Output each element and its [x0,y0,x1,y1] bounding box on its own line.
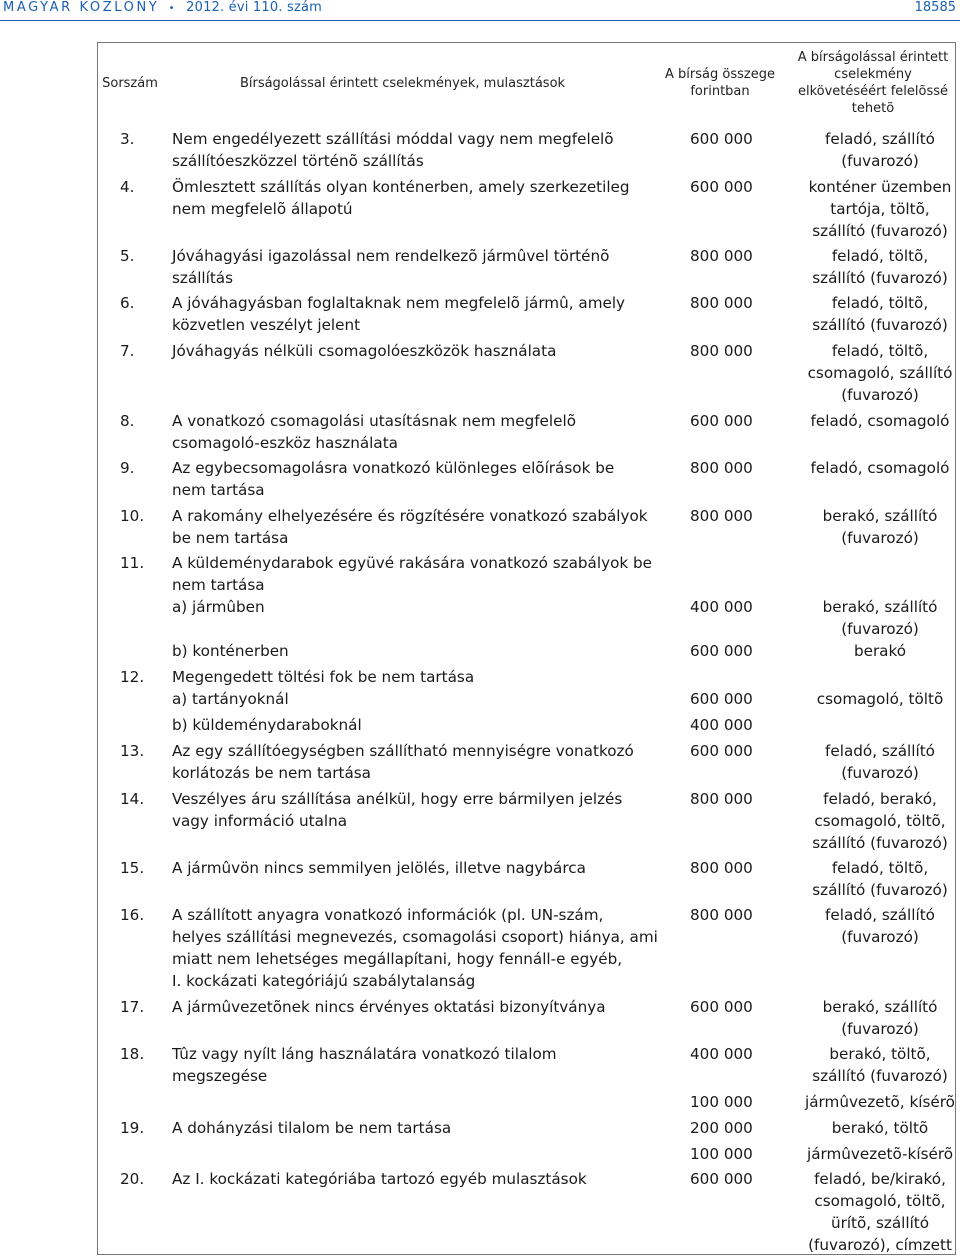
desc-line: helyes szállítási megnevezés, csomagolási csoport) hiánya, ami [172,928,658,946]
desc-line: Jóváhagyási igazolással nem rendelkezõ jármûvel történõ [172,247,610,265]
row-description [172,666,474,688]
fine-amount: 800 000 [690,342,753,360]
desc-line: Az egy szállítóegységben szállítható mennyiségre vonatkozó [172,742,634,760]
resp-line: szállító (fuvarozó) [812,316,948,334]
desc-line: Megengedett töltési fok be nem tartása [172,668,475,686]
responsible-party [805,688,955,710]
fine-amount: 200 000 [690,1119,753,1137]
fine-amount: 400 000 [690,716,753,734]
fine-amount: 600 000 [690,998,753,1016]
responsible-party [805,996,955,1040]
responsible-party [805,740,955,784]
resp-line: feladó, töltõ, [831,294,929,312]
responsible-party [805,857,955,901]
resp-line: feladó, töltõ, [831,859,929,877]
col-head-desc: Bírságolással érintett cselekmények, mulasztások [239,76,566,91]
resp-line: (fuvarozó) [841,529,919,547]
responsible-party [805,640,955,662]
row-description [172,245,609,289]
resp-line: berakó, szállító [822,598,938,616]
responsible-party [805,176,955,242]
row-description [172,788,622,832]
resp-line: szállító (fuvarozó) [812,881,948,899]
desc-line: A jármûvön nincs semmilyen jelölés, illetve nagybárca [172,859,586,877]
resp-line: feladó, berakó, [823,790,937,808]
desc-line: csomagoló-eszköz használata [172,434,398,452]
desc-line: A küldeménydarabok együvé rakására vonatkozó szabályok be [172,554,652,572]
row-description [172,505,648,549]
row-description [172,292,625,336]
fine-amount: 600 000 [690,642,753,660]
row-description [172,1117,451,1139]
desc-line: Az egybecsomagolásra vonatkozó különleges elõírások be [172,459,615,477]
resp-line: feladó, csomagoló [810,412,950,430]
resp-line: (fuvarozó) [841,1020,919,1038]
resp-line: feladó, töltõ, [831,342,929,360]
fine-amount: 600 000 [690,1170,753,1188]
desc-line: nem megfelelõ állapotú [172,200,353,218]
responsible-party [805,788,955,854]
row-number: 4. [120,178,135,196]
row-number: 7. [120,342,135,360]
desc-line: be nem tartása [172,529,289,547]
resp-line: csomagoló, töltõ, [814,812,946,830]
resp-line: csomagoló, töltõ, [814,1192,946,1210]
fine-amount: 800 000 [690,507,753,525]
row-description [172,340,556,362]
responsible-party [805,410,955,432]
row-description [172,176,630,220]
desc-line: A szállított anyagra vonatkozó információk (pl. UN-szám, [172,906,604,924]
row-description [172,457,614,501]
resp-line: szállító (fuvarozó) [812,834,948,852]
fine-amount: 800 000 [690,906,753,924]
desc-line: Nem engedélyezett szállítási móddal vagy nem megfelelõ [172,130,614,148]
row-description [172,740,634,784]
desc-line: nem tartása [172,481,265,499]
magazine-title: MAGYAR KÖZLÖNY [3,0,160,15]
responsible-party [805,1117,955,1139]
desc-line: nem tartása [172,576,265,594]
row-number: 13. [120,742,145,760]
row-description [172,1168,587,1190]
row-number: 15. [120,859,145,877]
desc-line: A jóváhagyásban foglaltaknak nem megfelelõ jármû, amely [172,294,626,312]
resp-line: ürítõ, szállító [830,1214,930,1232]
resp-line: (fuvarozó) [841,620,919,638]
resp-line: konténer üzemben [808,178,952,196]
fine-amount: 800 000 [690,459,753,477]
row-number: 16. [120,906,145,924]
resp-line: (fuvarozó) [841,386,919,404]
desc-line: szállítóeszközzel történõ szállítás [172,152,424,170]
responsible-party [805,1043,955,1087]
resp-line: (fuvarozó), címzett [808,1236,952,1254]
col-head-num: Sorszám [102,76,158,91]
fine-amount: 400 000 [690,598,753,616]
responsible-party: jármûvezetõ-kísérõ [806,1145,954,1163]
fine-amount: 100 000 [690,1145,753,1163]
resp-line: szállító (fuvarozó) [812,269,948,287]
desc-line: I. kockázati kategóriájú szabálytalanság [172,972,476,990]
row-description [172,128,614,172]
row-number: 17. [120,998,145,1016]
sub-description: b) konténerben [172,642,289,660]
resp-line: (fuvarozó) [841,928,919,946]
resp-line: berakó, szállító [822,998,938,1016]
issue-label: 2012. évi 110. szám [186,0,323,15]
row-number: 9. [120,459,135,477]
desc-line: közvetlen veszélyt jelent [172,316,361,334]
col-head-resp-line: A bírságolással érintett [797,50,949,65]
responsible-party [805,596,955,640]
resp-line: berakó, töltõ [831,1119,929,1137]
resp-line: feladó, csomagoló [810,459,950,477]
row-description [172,904,658,992]
desc-line: A dohányzási tilalom be nem tartása [172,1119,452,1137]
responsible-party [805,904,955,948]
row-description [172,857,586,879]
sub-description: a) jármûben [172,598,265,616]
resp-line: csomagoló, szállító [807,364,953,382]
responsible-party [805,340,955,406]
resp-line: (fuvarozó) [841,764,919,782]
page-number: 18585 [914,0,956,15]
desc-line: Veszélyes áru szállítása anélkül, hogy erre bármilyen jelzés [172,790,623,808]
fine-amount: 800 000 [690,859,753,877]
desc-line: A vonatkozó csomagolási utasításnak nem megfelelõ [172,412,576,430]
page-header [0,0,960,20]
row-number: 19. [120,1119,145,1137]
responsible-party [805,128,955,172]
row-description [172,410,576,454]
resp-line: berakó [853,642,907,660]
resp-line: szállító (fuvarozó) [812,222,948,240]
row-number: 14. [120,790,145,808]
header-rule [0,20,960,21]
desc-line: korlátozás be nem tartása [172,764,371,782]
row-number: 11. [120,554,145,572]
desc-line: Ömlesztett szállítás olyan konténerben, amely szerkezetileg [172,178,630,196]
resp-line: feladó, szállító [825,130,935,148]
sub-description: b) küldeménydaraboknál [172,716,362,734]
resp-line: tartója, töltõ, [830,200,930,218]
row-number: 5. [120,247,135,265]
col-head-resp-line: elkövetéséért felelõssé [797,84,949,99]
col-head-resp-line: cselekmény [834,67,912,82]
desc-line: Tûz vagy nyílt láng használatára vonatkozó tilalom [172,1045,557,1063]
row-number: 3. [120,130,135,148]
desc-line: Az I. kockázati kategóriába tartozó egyéb mulasztások [172,1170,587,1188]
col-head-amount-line: forintban [690,84,750,99]
row-number: 18. [120,1045,145,1063]
resp-line: feladó, töltõ, [831,247,929,265]
row-number: 12. [120,668,145,686]
separator-dot: • [168,3,175,14]
resp-line: feladó, szállító [825,906,935,924]
resp-line: (fuvarozó) [841,152,919,170]
row-description [172,1043,557,1087]
fine-amount: 800 000 [690,790,753,808]
resp-line: berakó, szállító [822,507,938,525]
fine-amount: 400 000 [690,1045,753,1063]
fine-amount: 600 000 [690,690,753,708]
desc-line: vagy információ utalna [172,812,348,830]
col-head-amount-line: A bírság összege [665,67,775,82]
row-number: 20. [120,1170,145,1188]
desc-line: A jármûvezetõnek nincs érvényes oktatási bizonyítványa [172,998,606,1016]
fine-amount: 600 000 [690,130,753,148]
col-head-resp-line: tehetõ [851,101,895,116]
col-head-resp [790,49,956,117]
desc-line: miatt nem lehetséges megállapítani, hogy fennáll-e egyéb, [172,950,623,968]
col-head-amount [655,66,785,100]
responsible-party [805,505,955,549]
fine-amount: 600 000 [690,412,753,430]
running-head [3,0,322,15]
resp-line: feladó, szállító [825,742,935,760]
row-number: 8. [120,412,135,430]
responsible-party: jármûvezetõ, kísérõ [805,1093,955,1111]
responsible-party [805,292,955,336]
fine-amount: 100 000 [690,1093,753,1111]
resp-line: csomagoló, töltõ [816,690,944,708]
fine-amount: 600 000 [690,178,753,196]
responsible-party [805,245,955,289]
row-description [172,552,652,596]
resp-line: szállító (fuvarozó) [812,1067,948,1085]
row-number: 10. [120,507,145,525]
fine-amount: 800 000 [690,294,753,312]
desc-line: Jóváhagyás nélküli csomagolóeszközök használata [172,342,557,360]
sub-description: a) tartányoknál [172,690,289,708]
desc-line: szállítás [172,269,234,287]
row-description [172,996,606,1018]
desc-line: A rakomány elhelyezésére és rögzítésére vonatkozó szabályok [172,507,648,525]
responsible-party [805,1168,955,1256]
resp-line: feladó, be/kirakó, [814,1170,946,1188]
fine-amount: 600 000 [690,742,753,760]
desc-line: megszegése [172,1067,268,1085]
fine-amount: 800 000 [690,247,753,265]
resp-line: berakó, töltõ, [829,1045,931,1063]
responsible-party [805,457,955,479]
row-number: 6. [120,294,135,312]
